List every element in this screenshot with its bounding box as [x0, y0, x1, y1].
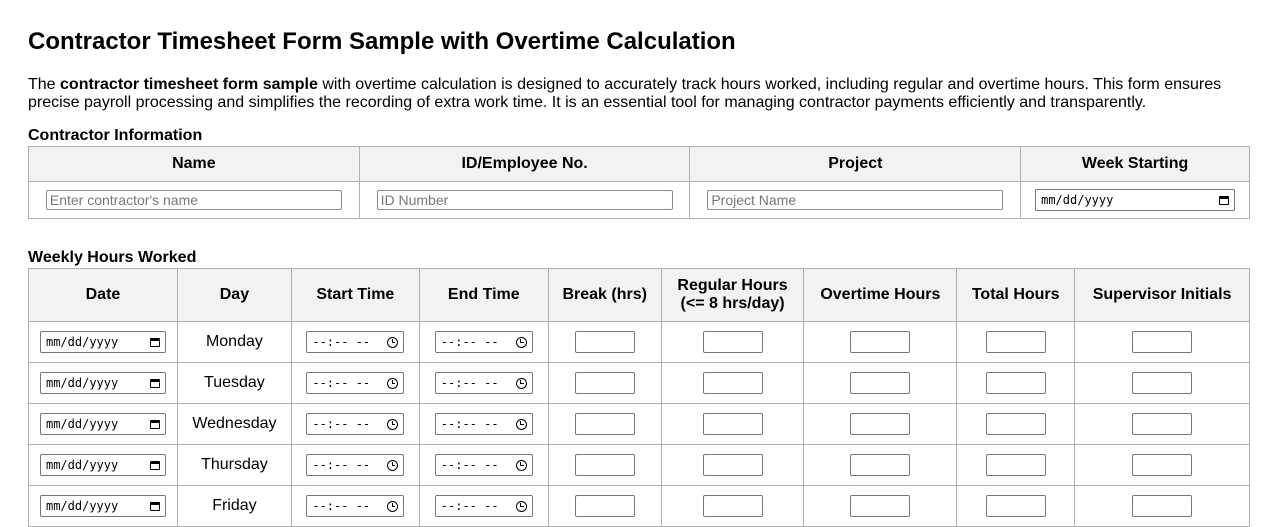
end-time-input[interactable]	[435, 454, 533, 476]
start-time-input[interactable]	[306, 372, 404, 394]
date-input[interactable]	[40, 372, 166, 394]
weekly-hours-heading: Weekly Hours Worked	[28, 249, 197, 266]
contractor-info-input-row	[29, 182, 1250, 219]
intro-prefix: The	[28, 76, 61, 93]
clock-icon[interactable]	[387, 460, 398, 471]
end-time-input[interactable]	[435, 495, 533, 517]
header-supervisor-initials: Supervisor Initials	[1075, 269, 1250, 322]
header-name: Name	[29, 147, 360, 182]
start-time-placeholder: --:-- --	[312, 499, 371, 513]
project-name-input[interactable]: Project Name	[707, 190, 1003, 210]
end-time-placeholder: --:-- --	[440, 376, 499, 390]
total-hours-input[interactable]	[986, 372, 1046, 394]
overtime-hours-input[interactable]	[850, 454, 910, 476]
regular-hours-input[interactable]	[703, 454, 763, 476]
start-time-placeholder: --:-- --	[312, 417, 371, 431]
end-time-placeholder: --:-- --	[440, 335, 499, 349]
overtime-hours-input[interactable]	[850, 372, 910, 394]
start-time-input[interactable]	[306, 331, 404, 353]
supervisor-initials-input[interactable]	[1132, 413, 1192, 435]
timesheet-row	[29, 486, 1250, 527]
start-time-input[interactable]	[306, 454, 404, 476]
header-week-starting: Week Starting	[1021, 147, 1250, 182]
calendar-icon[interactable]	[150, 502, 160, 511]
weekly-hours-header-row	[29, 269, 1250, 322]
day-cell: Friday	[177, 486, 291, 527]
calendar-icon[interactable]	[1219, 196, 1229, 205]
end-time-placeholder: --:-- --	[440, 458, 499, 472]
timesheet-row	[29, 445, 1250, 486]
break-hours-input[interactable]	[575, 495, 635, 517]
weekly-hours-body	[29, 322, 1250, 527]
supervisor-initials-input[interactable]	[1132, 454, 1192, 476]
calendar-icon[interactable]	[150, 338, 160, 347]
overtime-hours-input[interactable]	[850, 495, 910, 517]
week-starting-date-input[interactable]	[1035, 189, 1235, 211]
break-hours-input[interactable]	[575, 454, 635, 476]
week-starting-date-placeholder: mm/dd/yyyy	[1041, 193, 1114, 207]
break-hours-input[interactable]	[575, 413, 635, 435]
end-time-placeholder: --:-- --	[440, 499, 499, 513]
overtime-hours-input[interactable]	[850, 413, 910, 435]
header-day: Day	[177, 269, 291, 322]
intro-suffix: with overtime calculation is designed to accurately track hours worked, including regular and overtime hours. This form ensures precise payroll processing and simplifies the recording of extra work time. It is an essential tool for managing contractor payments efficiently and transparently.	[28, 76, 1222, 111]
calendar-icon[interactable]	[150, 461, 160, 470]
date-placeholder: mm/dd/yyyy	[45, 499, 119, 513]
date-placeholder: mm/dd/yyyy	[45, 376, 119, 390]
clock-icon[interactable]	[387, 501, 398, 512]
start-time-placeholder: --:-- --	[312, 335, 371, 349]
calendar-icon[interactable]	[150, 420, 160, 429]
contractor-info-heading: Contractor Information	[28, 127, 203, 144]
supervisor-initials-input[interactable]	[1132, 331, 1192, 353]
intro-paragraph	[28, 76, 1250, 112]
header-regular-hours-line2: (<= 8 hrs/day)	[680, 295, 785, 312]
header-start-time: Start Time	[291, 269, 419, 322]
regular-hours-input[interactable]	[703, 331, 763, 353]
clock-icon[interactable]	[516, 501, 527, 512]
end-time-input[interactable]	[435, 331, 533, 353]
clock-icon[interactable]	[387, 419, 398, 430]
date-placeholder: mm/dd/yyyy	[45, 335, 119, 349]
date-input[interactable]	[40, 331, 166, 353]
total-hours-input[interactable]	[986, 495, 1046, 517]
break-hours-input[interactable]	[575, 331, 635, 353]
break-hours-input[interactable]	[575, 372, 635, 394]
overtime-hours-input[interactable]	[850, 331, 910, 353]
header-total-hours: Total Hours	[957, 269, 1075, 322]
day-cell: Tuesday	[177, 363, 291, 404]
employee-id-input[interactable]: ID Number	[377, 190, 673, 210]
intro-bold: contractor timesheet form sample	[60, 76, 318, 93]
start-time-input[interactable]	[306, 413, 404, 435]
regular-hours-input[interactable]	[703, 495, 763, 517]
start-time-input[interactable]	[306, 495, 404, 517]
header-project: Project	[690, 147, 1021, 182]
header-end-time: End Time	[419, 269, 548, 322]
date-input[interactable]	[40, 495, 166, 517]
header-regular-hours-line1: Regular Hours	[677, 277, 788, 294]
regular-hours-input[interactable]	[703, 413, 763, 435]
date-placeholder: mm/dd/yyyy	[45, 458, 119, 472]
clock-icon[interactable]	[516, 460, 527, 471]
date-input[interactable]	[40, 413, 166, 435]
date-input[interactable]	[40, 454, 166, 476]
total-hours-input[interactable]	[986, 454, 1046, 476]
header-date: Date	[29, 269, 178, 322]
header-overtime-hours: Overtime Hours	[804, 269, 957, 322]
start-time-placeholder: --:-- --	[312, 376, 371, 390]
timesheet-row	[29, 404, 1250, 445]
day-cell: Monday	[177, 322, 291, 363]
supervisor-initials-input[interactable]	[1132, 495, 1192, 517]
clock-icon[interactable]	[387, 378, 398, 389]
header-break: Break (hrs)	[548, 269, 661, 322]
timesheet-row	[29, 322, 1250, 363]
supervisor-initials-input[interactable]	[1132, 372, 1192, 394]
contractor-info-header-row	[29, 147, 1250, 182]
timesheet-row	[29, 363, 1250, 404]
clock-icon[interactable]	[516, 337, 527, 348]
contractor-name-input[interactable]: Enter contractor's name	[46, 190, 342, 210]
contractor-info-table	[28, 146, 1250, 219]
calendar-icon[interactable]	[150, 379, 160, 388]
end-time-input[interactable]	[435, 372, 533, 394]
page-title: Contractor Timesheet Form Sample with Overtime Calculation	[28, 28, 736, 55]
clock-icon[interactable]	[516, 378, 527, 389]
weekly-hours-table	[28, 268, 1250, 527]
regular-hours-input[interactable]	[703, 372, 763, 394]
day-cell: Thursday	[177, 445, 291, 486]
clock-icon[interactable]	[387, 337, 398, 348]
total-hours-input[interactable]	[986, 413, 1046, 435]
total-hours-input[interactable]	[986, 331, 1046, 353]
date-placeholder: mm/dd/yyyy	[45, 417, 119, 431]
start-time-placeholder: --:-- --	[312, 458, 371, 472]
end-time-placeholder: --:-- --	[440, 417, 499, 431]
header-id: ID/Employee No.	[359, 147, 690, 182]
clock-icon[interactable]	[516, 419, 527, 430]
day-cell: Wednesday	[177, 404, 291, 445]
end-time-input[interactable]	[435, 413, 533, 435]
header-regular-hours	[661, 269, 804, 322]
